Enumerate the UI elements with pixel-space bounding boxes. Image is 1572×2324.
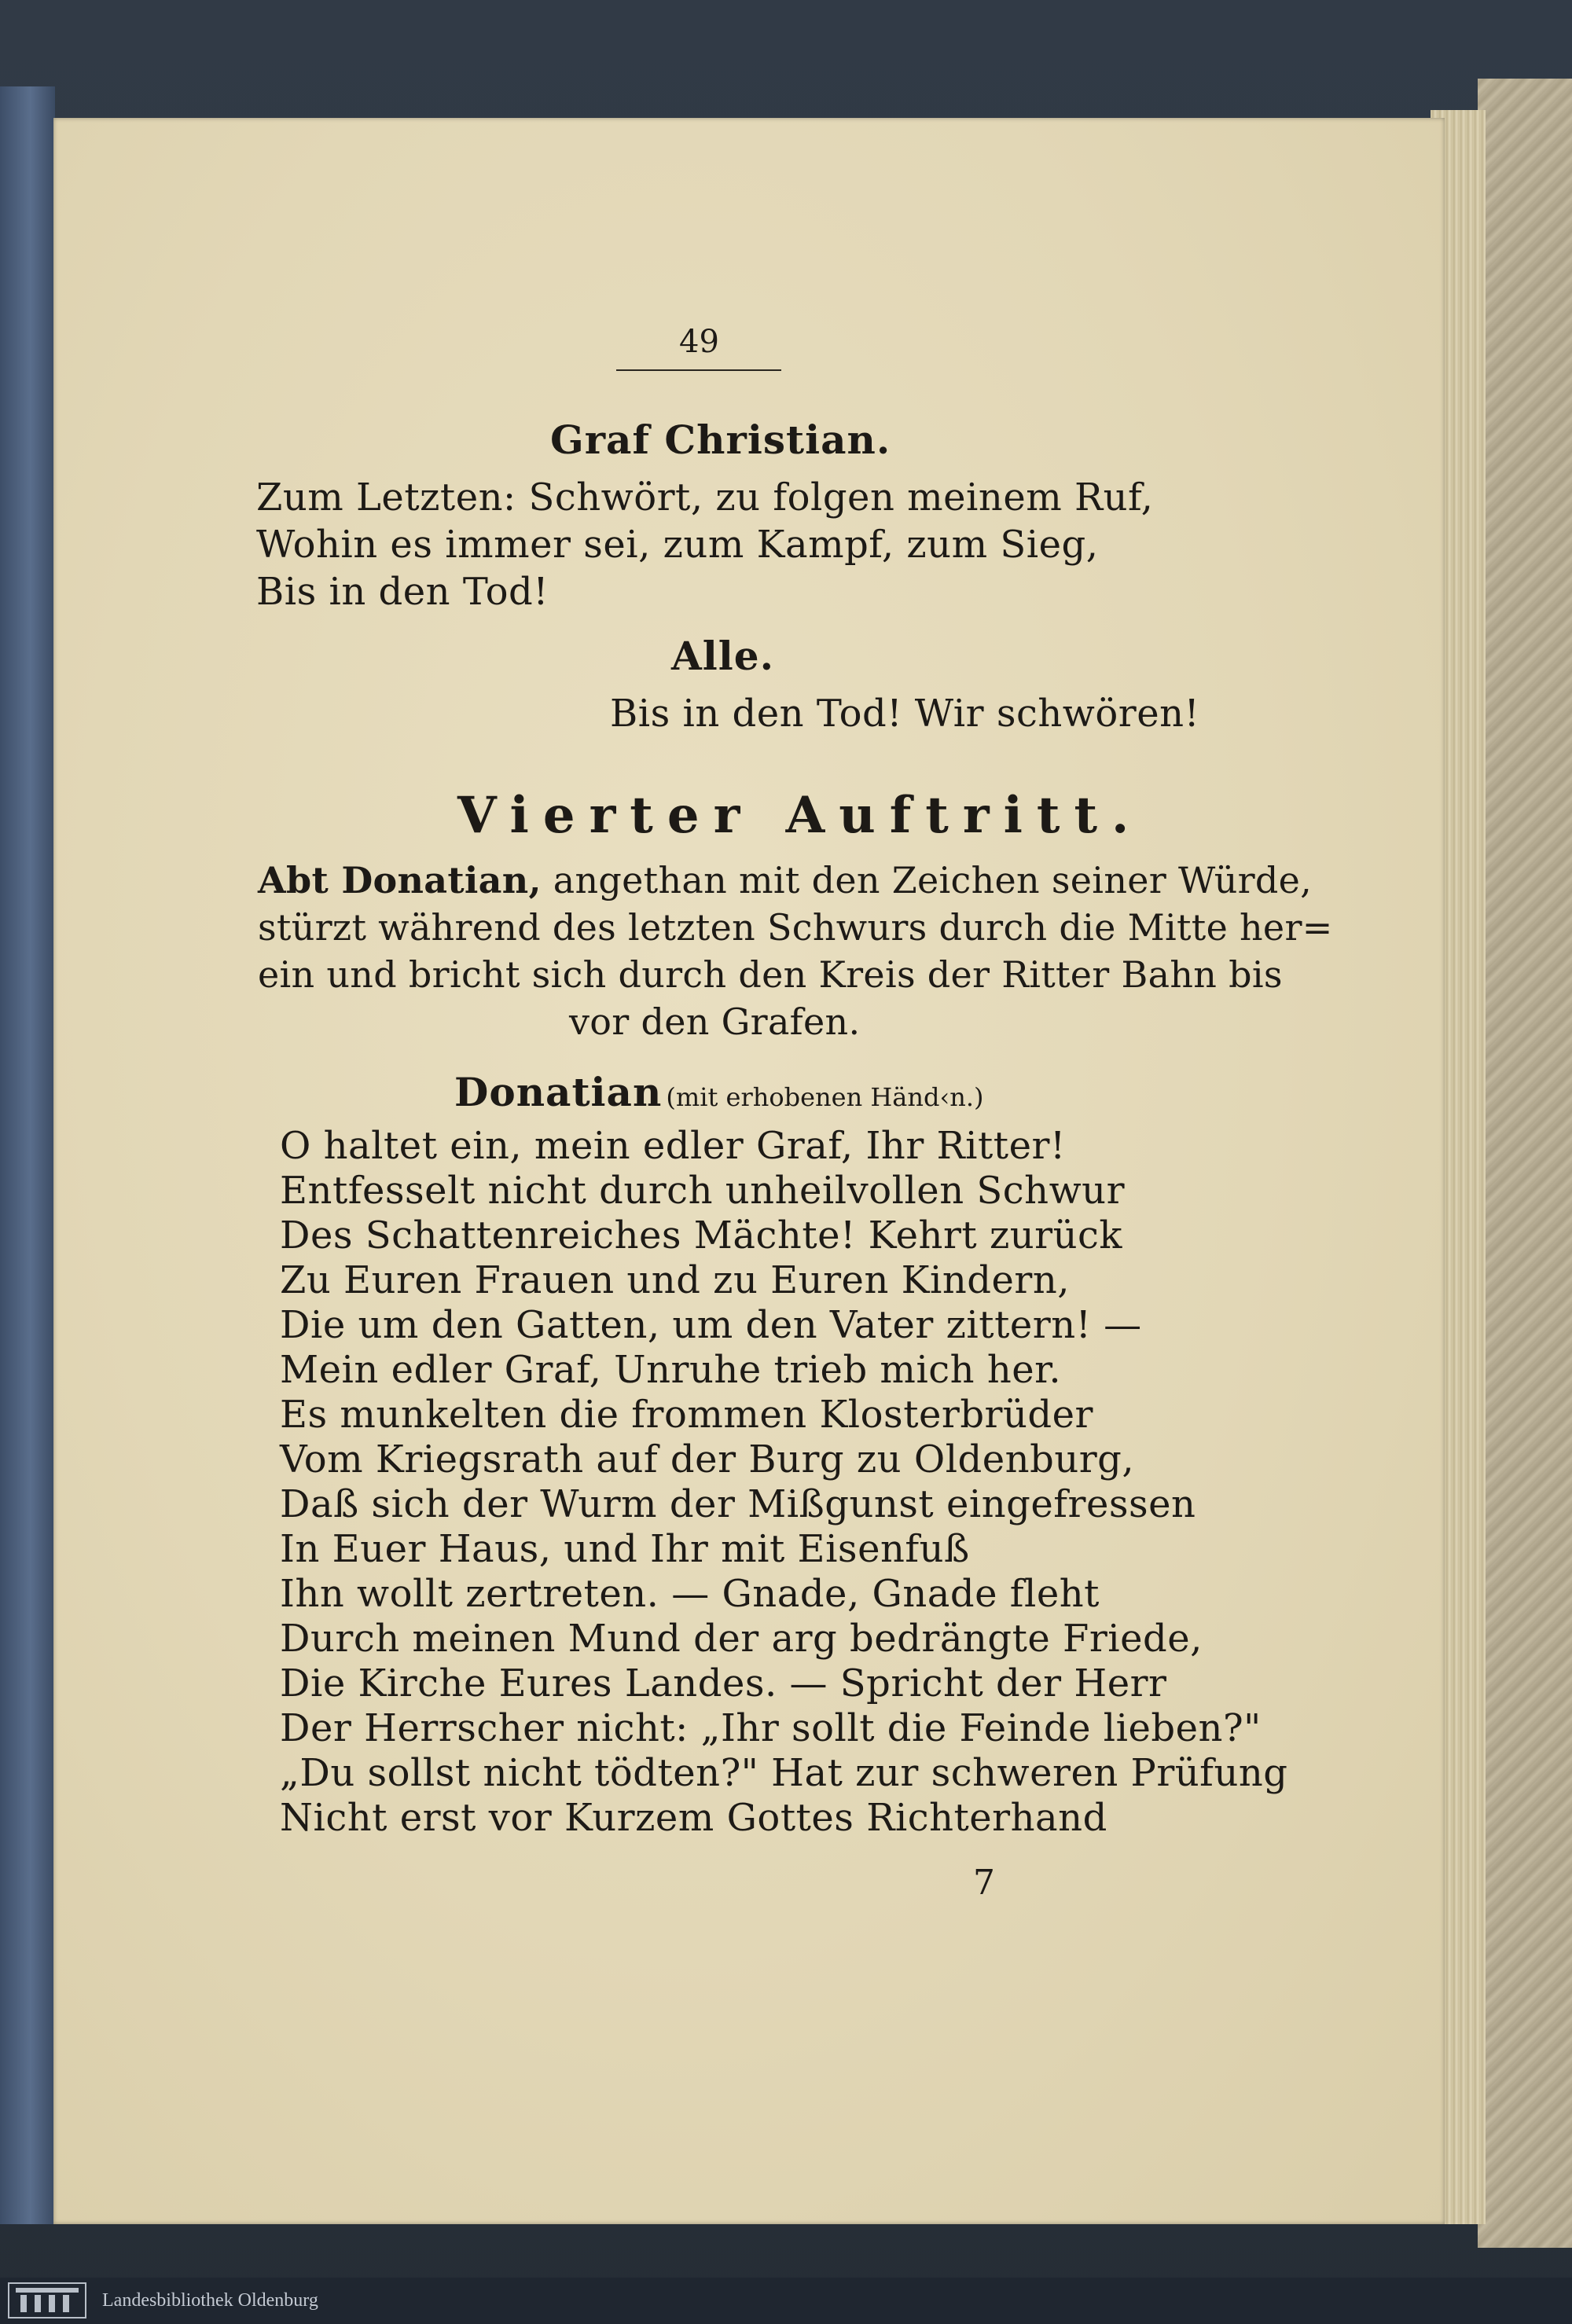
verse-line: „Du sollst nicht tödten?" Hat zur schweren Prüfung — [280, 1751, 1288, 1795]
stage-direction-line: vor den Grafen. — [569, 1000, 861, 1043]
scene-title: Vierter Auftritt. — [457, 786, 1144, 845]
verse-line: Zum Letzten: Schwört, zu folgen meinem Ruf, — [256, 475, 1154, 520]
stage-direction-text: angethan mit den Zeichen seiner Würde, — [553, 859, 1313, 901]
speaker-donatian-line — [454, 1069, 984, 1115]
page-number-rule — [616, 369, 781, 371]
speaker-donatian: Donatian — [454, 1069, 663, 1115]
page-number: 49 — [679, 324, 719, 360]
verse-line: Die um den Gatten, um den Vater zittern! — — [280, 1303, 1142, 1347]
stage-direction-line: stürzt während des letzten Schwurs durch die Mitte her= — [258, 906, 1333, 949]
verse-line: In Euer Haus, und Ihr mit Eisenfuß — [280, 1527, 970, 1571]
verse-line: Des Schattenreiches Mächte! Kehrt zurück — [280, 1213, 1122, 1257]
verse-line: Durch meinen Mund der arg bedrängte Friede, — [280, 1617, 1203, 1661]
verse-line: Zu Euren Frauen und zu Euren Kindern, — [280, 1258, 1070, 1302]
verse-line: Vom Kriegsrath auf der Burg zu Oldenburg, — [280, 1437, 1135, 1481]
verse-line: Ihn wollt zertreten. — Gnade, Gnade fleht — [280, 1572, 1100, 1616]
stage-note: (mit erhobenen Händ‹n.) — [666, 1082, 984, 1112]
stage-direction-line — [258, 859, 1312, 901]
verse-line: Bis in den Tod! Wir schwören! — [610, 692, 1200, 736]
signature-mark: 7 — [973, 1863, 995, 1903]
verse-line: Die Kirche Eures Landes. — Spricht der Herr — [280, 1661, 1167, 1705]
verse-line: Es munkelten die frommen Klosterbrüder — [280, 1393, 1093, 1437]
verse-line: Wohin es immer sei, zum Kampf, zum Sieg, — [256, 523, 1099, 567]
speaker-graf-christian: Graf Christian. — [550, 417, 891, 463]
library-logo-icon — [8, 2282, 86, 2318]
verse-line: Der Herrscher nicht: „Ihr sollt die Feinde lieben?" — [280, 1706, 1262, 1750]
book-cover-left — [0, 86, 55, 2224]
speaker-alle: Alle. — [671, 633, 775, 679]
stage-direction-line: ein und bricht sich durch den Kreis der Ritter Bahn bis — [258, 953, 1283, 996]
verse-line: Daß sich der Wurm der Mißgunst eingefressen — [280, 1482, 1196, 1526]
verse-line: Bis in den Tod! — [256, 570, 549, 614]
book-cover-right — [1478, 79, 1572, 2248]
verse-line: Nicht erst vor Kurzem Gottes Richterhand — [280, 1796, 1107, 1840]
verse-line: O haltet ein, mein edler Graf, Ihr Ritter! — [280, 1124, 1066, 1168]
library-name: Landesbibliothek Oldenburg — [102, 2290, 318, 2311]
stage-direction-lead: Abt Donatian, — [258, 859, 542, 901]
verse-line: Entfesselt nicht durch unheilvollen Schwur — [280, 1169, 1126, 1213]
verse-line: Mein edler Graf, Unruhe trieb mich her. — [280, 1348, 1062, 1392]
